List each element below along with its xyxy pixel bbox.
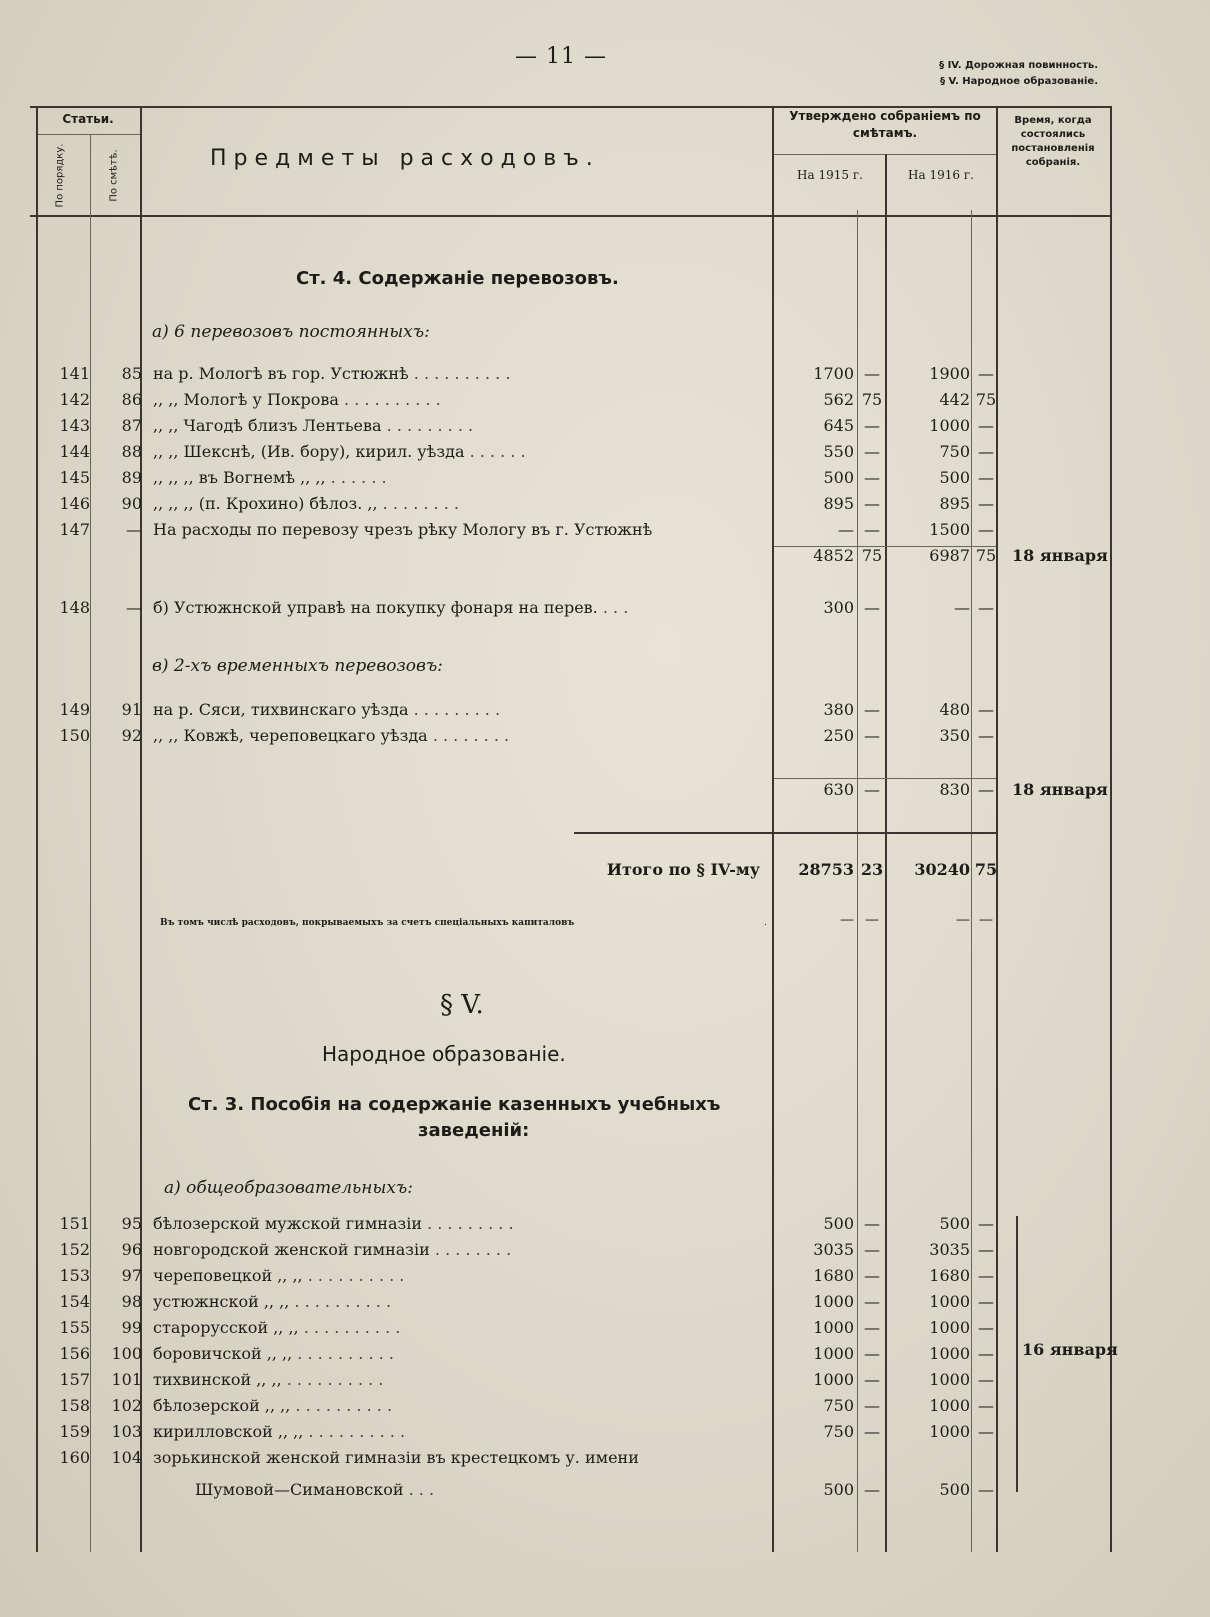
subtotal-c-1915-kop: — — [864, 780, 880, 799]
section-v-date: 16 января — [1022, 1340, 1118, 1359]
row-1915-kop: — — [864, 726, 880, 745]
row-text-main: старорусской ,, ,, — [153, 1318, 299, 1337]
row-text-main: боровичской ,, ,, — [153, 1344, 293, 1363]
subtotal-c-1916-kop: — — [978, 780, 994, 799]
table-row — [0, 1240, 1210, 1266]
row-1915: 1000 — [813, 1318, 854, 1337]
row-order: 143 — [59, 416, 90, 435]
row-text — [153, 1292, 391, 1311]
row-1915: 500 — [823, 468, 854, 487]
row-1916: 500 — [939, 468, 970, 487]
subtotal-c-row — [0, 780, 1210, 806]
row-1916-kop: — — [978, 1266, 994, 1285]
row-dots: . . . . . . . . . . — [308, 1422, 406, 1441]
row-1915-kop: — — [864, 1292, 880, 1311]
row-order: 142 — [59, 390, 90, 409]
row-estimate: 85 — [121, 364, 142, 383]
row-estimate: 90 — [121, 494, 142, 513]
row-1916-kop: — — [978, 726, 994, 745]
row-1916: 1000 — [929, 1370, 970, 1389]
subtotal-a-1916: 6987 — [929, 546, 970, 565]
row-dots: . . . . . . — [330, 468, 387, 487]
row-text-main: бѣлозерской мужской гимназіи — [153, 1214, 422, 1233]
row-estimate: 91 — [121, 700, 142, 719]
row-1915-kop: — — [864, 1318, 880, 1337]
row-1916: 442 — [939, 390, 970, 409]
row-text — [153, 598, 628, 617]
row-estimate: 102 — [111, 1396, 142, 1415]
row-estimate: 87 — [121, 416, 142, 435]
row-1915-kop: — — [864, 442, 880, 461]
row-text — [153, 468, 387, 487]
row-estimate: 88 — [121, 442, 142, 461]
row-1915: 562 — [823, 390, 854, 409]
row-1916-kop: — — [978, 364, 994, 383]
row-text — [153, 520, 652, 539]
row-text-main: На расходы по перевозу чрезъ рѣку Мологу въ г. Устюжнѣ — [153, 520, 653, 539]
row-order: 154 — [59, 1292, 90, 1311]
row-1916: 1000 — [929, 1344, 970, 1363]
row-estimate: 103 — [111, 1422, 142, 1441]
subtotal-a-date: 18 января — [1012, 546, 1108, 565]
row-1916-kop: — — [978, 1480, 994, 1499]
row-dots: . . . — [602, 598, 629, 617]
subtotal-a-row — [0, 546, 1210, 572]
row-dots: . . . — [408, 1480, 435, 1499]
special-note-row — [0, 912, 1210, 944]
header-subject: Предметы расходовъ. — [210, 146, 600, 171]
table-row — [0, 468, 1210, 494]
row-estimate: 86 — [121, 390, 142, 409]
row-1915: 1000 — [813, 1370, 854, 1389]
special-1915-kop: — — [865, 912, 879, 928]
row-dots: . . . . . . . . . — [413, 700, 501, 719]
row-order: 151 — [59, 1214, 90, 1233]
row-text-main: на р. Мологѣ въ гор. Устюжнѣ — [153, 364, 409, 383]
row-text-main: Шумовой—Симановской — [195, 1480, 404, 1499]
row-dots: . . . . . . . . . . — [413, 364, 511, 383]
row-1916: 1000 — [929, 1396, 970, 1415]
row-1915-kop: — — [864, 598, 880, 617]
total-line — [574, 832, 996, 834]
row-dots: . . . . . . . . . . — [294, 1292, 392, 1311]
row-1916: 1900 — [929, 364, 970, 383]
header-bottom-border — [30, 215, 1112, 217]
row-1915: — — [838, 520, 854, 539]
row-1916-kop: — — [978, 468, 994, 487]
header-time-note: Время, когда состоялись постановленія собранія. — [1011, 115, 1095, 168]
row-estimate: 97 — [121, 1266, 142, 1285]
subtotal-c-line — [774, 778, 996, 779]
row-estimate: — — [126, 520, 142, 539]
row-dots: . . . . . . — [469, 442, 526, 461]
row-order: 141 — [59, 364, 90, 383]
row-text-main: ,, ,, Шекснѣ, (Ив. бору), кирил. уѣзда — [153, 442, 465, 461]
row-text — [153, 1214, 514, 1233]
row-1915: 380 — [823, 700, 854, 719]
row-1916: 1000 — [929, 1292, 970, 1311]
row-order: 146 — [59, 494, 90, 513]
table-row — [0, 364, 1210, 390]
row-1916: — — [954, 598, 970, 617]
row-1915: 300 — [823, 598, 854, 617]
row-text — [153, 1240, 511, 1259]
row-text-main: ,, ,, Мологѣ у Покрова — [153, 390, 339, 409]
row-1916: 3035 — [929, 1240, 970, 1259]
row-estimate: 98 — [121, 1292, 142, 1311]
row-estimate: 104 — [111, 1448, 142, 1467]
row-1915-kop: — — [864, 1266, 880, 1285]
row-text — [153, 1370, 383, 1389]
total-1916-kop: 75 — [974, 860, 998, 879]
row-1915-kop: 75 — [861, 390, 883, 409]
row-1916-kop: — — [978, 494, 994, 513]
row-estimate: 99 — [121, 1318, 142, 1337]
header-approved: Утверждено собраніемъ по смѣтамъ. — [789, 109, 981, 140]
row-1915: 550 — [823, 442, 854, 461]
special-note-dot: . — [764, 918, 767, 928]
row-1916-kop: — — [978, 700, 994, 719]
row-text-main: тихвинской ,, ,, — [153, 1370, 282, 1389]
row-text — [153, 1448, 639, 1467]
row-1915: 3035 — [813, 1240, 854, 1259]
row-1915-kop: — — [864, 494, 880, 513]
row-1916: 895 — [939, 494, 970, 513]
row-order: 152 — [59, 1240, 90, 1259]
row-text — [153, 442, 526, 461]
row-1916: 480 — [939, 700, 970, 719]
row-dots: . . . . . . . . — [382, 494, 459, 513]
row-1916-kop: — — [978, 1214, 994, 1233]
row-order: 148 — [59, 598, 90, 617]
row-estimate: 101 — [111, 1370, 142, 1389]
section-ref-v: § V. Народное образованіе. — [940, 76, 1098, 87]
table-row — [0, 1214, 1210, 1240]
row-text — [153, 1318, 400, 1337]
row-1915: 250 — [823, 726, 854, 745]
row-order: 159 — [59, 1422, 90, 1441]
row-1915-kop: — — [864, 1422, 880, 1441]
row-dots: . . . . . . . . — [432, 726, 510, 745]
row-dots: . . . . . . . . . . — [344, 390, 441, 409]
row-text-main: ,, ,, ,, въ Вогнемѣ ,, ,, — [153, 468, 326, 487]
row-1915-kop: — — [864, 416, 880, 435]
row-text — [153, 1396, 392, 1415]
row-order: 147 — [59, 520, 90, 539]
total-1915-kop: 23 — [860, 860, 884, 879]
row-text-main: б) Устюжнской управѣ на покупку фонаря на перев. — [153, 598, 598, 617]
row-order: 153 — [59, 1266, 90, 1285]
table-row — [0, 416, 1210, 442]
special-1916: — — [956, 912, 970, 928]
row-text — [153, 364, 510, 383]
subtotal-a-1915-kop: 75 — [861, 546, 883, 565]
row-1916-kop: — — [978, 1422, 994, 1441]
table-row — [0, 1370, 1210, 1396]
row-order: 157 — [59, 1370, 90, 1389]
header-by-order: По порядку. — [54, 143, 66, 208]
row-1915: 500 — [823, 1214, 854, 1233]
row-text — [153, 416, 473, 435]
row-order: 158 — [59, 1396, 90, 1415]
table-row — [0, 598, 1210, 624]
row-dots: . . . . . . . . . — [386, 416, 474, 435]
article-3-heading: Ст. 3. Пособія на содержаніе казенныхъ учебныхъ — [188, 1094, 721, 1115]
header-year-1915: На 1915 г. — [797, 168, 863, 182]
row-text — [195, 1480, 434, 1499]
row-1916-kop: 75 — [975, 390, 997, 409]
special-1915: — — [840, 912, 854, 928]
table-row — [0, 726, 1210, 752]
total-1915: 28753 — [798, 860, 854, 879]
row-order: 149 — [59, 700, 90, 719]
table-row — [0, 1292, 1210, 1318]
row-1916-kop: — — [978, 442, 994, 461]
row-order: 155 — [59, 1318, 90, 1337]
row-1916: 750 — [939, 442, 970, 461]
table-row — [0, 1422, 1210, 1448]
sub-a-general: а) общеобразовательныхъ: — [164, 1178, 413, 1198]
row-estimate: 100 — [111, 1344, 142, 1363]
row-1915-kop: — — [864, 1214, 880, 1233]
row-1915: 895 — [823, 494, 854, 513]
page-number: — 11 — — [515, 44, 607, 69]
row-dots: . . . . . . . . . . — [295, 1396, 393, 1415]
row-estimate: — — [126, 598, 142, 617]
row-1916: 1000 — [929, 416, 970, 435]
table-row — [0, 700, 1210, 726]
row-1916: 500 — [939, 1480, 970, 1499]
row-text — [153, 1344, 394, 1363]
row-text — [153, 700, 500, 719]
row-text-main: бѣлозерской ,, ,, — [153, 1396, 291, 1415]
row-1915-kop: — — [864, 364, 880, 383]
row-1916: 1000 — [929, 1422, 970, 1441]
row-1915-kop: — — [864, 1344, 880, 1363]
row-estimate: 89 — [121, 468, 142, 487]
sub-a-permanent: а) 6 перевозовъ постоянныхъ: — [152, 322, 430, 342]
row-estimate: 96 — [121, 1240, 142, 1259]
article-4-heading: Ст. 4. Содержаніе перевозовъ. — [296, 268, 619, 289]
row-1916: 500 — [939, 1214, 970, 1233]
articles-underline — [36, 134, 140, 135]
row-text — [153, 494, 459, 513]
table-row — [0, 520, 1210, 546]
row-1915-kop: — — [864, 1370, 880, 1389]
subtotal-c-1916: 830 — [939, 780, 970, 799]
row-order: 150 — [59, 726, 90, 745]
row-1915: 1000 — [813, 1292, 854, 1311]
subtotal-c-date: 18 января — [1012, 780, 1108, 799]
row-text-main: ,, ,, Ковжѣ, череповецкаго уѣзда — [153, 726, 428, 745]
row-1915: 1700 — [813, 364, 854, 383]
row-1916-kop: — — [978, 1370, 994, 1389]
row-dots: . . . . . . . . . . — [303, 1318, 401, 1337]
row-1915: 750 — [823, 1422, 854, 1441]
row-1916-kop: — — [978, 598, 994, 617]
group-bracket — [1013, 1216, 1018, 1492]
row-1915-kop: — — [864, 1480, 880, 1499]
row-dots: . . . . . . . . . — [427, 1214, 514, 1233]
row-1916: 1680 — [929, 1266, 970, 1285]
table-row — [0, 1396, 1210, 1422]
subtotal-a-1916-kop: 75 — [975, 546, 997, 565]
table-row — [0, 1448, 1210, 1474]
row-1916-kop: — — [978, 1344, 994, 1363]
row-1916-kop: — — [978, 416, 994, 435]
row-1916-kop: — — [978, 1240, 994, 1259]
row-1915-kop: — — [864, 700, 880, 719]
section-v-mark: § V. — [440, 990, 484, 1020]
header-articles: Статьи. — [62, 112, 114, 126]
row-order: 145 — [59, 468, 90, 487]
row-text — [153, 390, 441, 409]
row-text — [153, 1266, 404, 1285]
row-text — [153, 1422, 405, 1441]
special-1916-kop: — — [979, 912, 993, 928]
row-1915: 1680 — [813, 1266, 854, 1285]
special-note-text: Въ томъ числѣ расходовъ, покрываемыхъ за счетъ спеціальныхъ капиталовъ — [160, 918, 575, 928]
row-1916-kop: — — [978, 1396, 994, 1415]
row-text-main: ,, ,, Чагодѣ близъ Лентьева — [153, 416, 382, 435]
total-1916: 30240 — [914, 860, 970, 879]
row-text — [153, 726, 509, 745]
row-text-main: череповецкой ,, ,, — [153, 1266, 303, 1285]
row-1915: 645 — [823, 416, 854, 435]
row-text-main: зорькинской женской гимназіи въ крестецкомъ у. имени — [153, 1448, 639, 1467]
total-row — [0, 860, 1210, 886]
table-row-continuation — [0, 1480, 1210, 1506]
row-1915: 500 — [823, 1480, 854, 1499]
row-1915-kop: — — [864, 1240, 880, 1259]
row-text-main: устюжнской ,, ,, — [153, 1292, 290, 1311]
row-text-main: новгородской женской гимназіи — [153, 1240, 430, 1259]
row-dots: . . . . . . . . . . — [307, 1266, 405, 1285]
row-estimate: 95 — [121, 1214, 142, 1233]
row-text-main: ,, ,, ,, (п. Крохино) бѣлоз. ,, — [153, 494, 378, 513]
row-dots: . . . . . . . . — [434, 1240, 512, 1259]
row-text-main: на р. Сяси, тихвинскаго уѣзда — [153, 700, 409, 719]
row-estimate: 92 — [121, 726, 142, 745]
article-3-heading-cont: заведеній: — [418, 1120, 530, 1141]
table-row — [0, 442, 1210, 468]
section-ref-iv: § IV. Дорожная повинность. — [939, 60, 1098, 71]
row-dots: . . . . . . . . . . — [286, 1370, 384, 1389]
header-year-1916: На 1916 г. — [908, 168, 974, 182]
row-1916-kop: — — [978, 520, 994, 539]
table-row — [0, 1266, 1210, 1292]
row-1915-kop: — — [864, 1396, 880, 1415]
row-order: 156 — [59, 1344, 90, 1363]
row-1916-kop: — — [978, 1292, 994, 1311]
subtotal-c-1915: 630 — [823, 780, 854, 799]
row-1915-kop: — — [864, 468, 880, 487]
sub-c-temporary: в) 2-хъ временныхъ перевозовъ: — [152, 656, 443, 676]
subtotal-a-1915: 4852 — [813, 546, 854, 565]
row-1916: 1500 — [929, 520, 970, 539]
row-order: 160 — [59, 1448, 90, 1467]
row-1915: 750 — [823, 1396, 854, 1415]
row-order: 144 — [59, 442, 90, 461]
row-1916: 350 — [939, 726, 970, 745]
section-v-title: Народное образованіе. — [322, 1042, 566, 1066]
row-text-main: кирилловской ,, ,, — [153, 1422, 304, 1441]
row-1916-kop: — — [978, 1318, 994, 1337]
header-by-estimate: По смѣтѣ. — [108, 149, 120, 202]
row-1915: 1000 — [813, 1344, 854, 1363]
row-1915-kop: — — [864, 520, 880, 539]
row-dots: . . . . . . . . . . — [297, 1344, 394, 1363]
total-label: Итого по § IV-му — [606, 860, 760, 879]
table-row — [0, 390, 1210, 416]
row-1916: 1000 — [929, 1318, 970, 1337]
table-row — [0, 494, 1210, 520]
